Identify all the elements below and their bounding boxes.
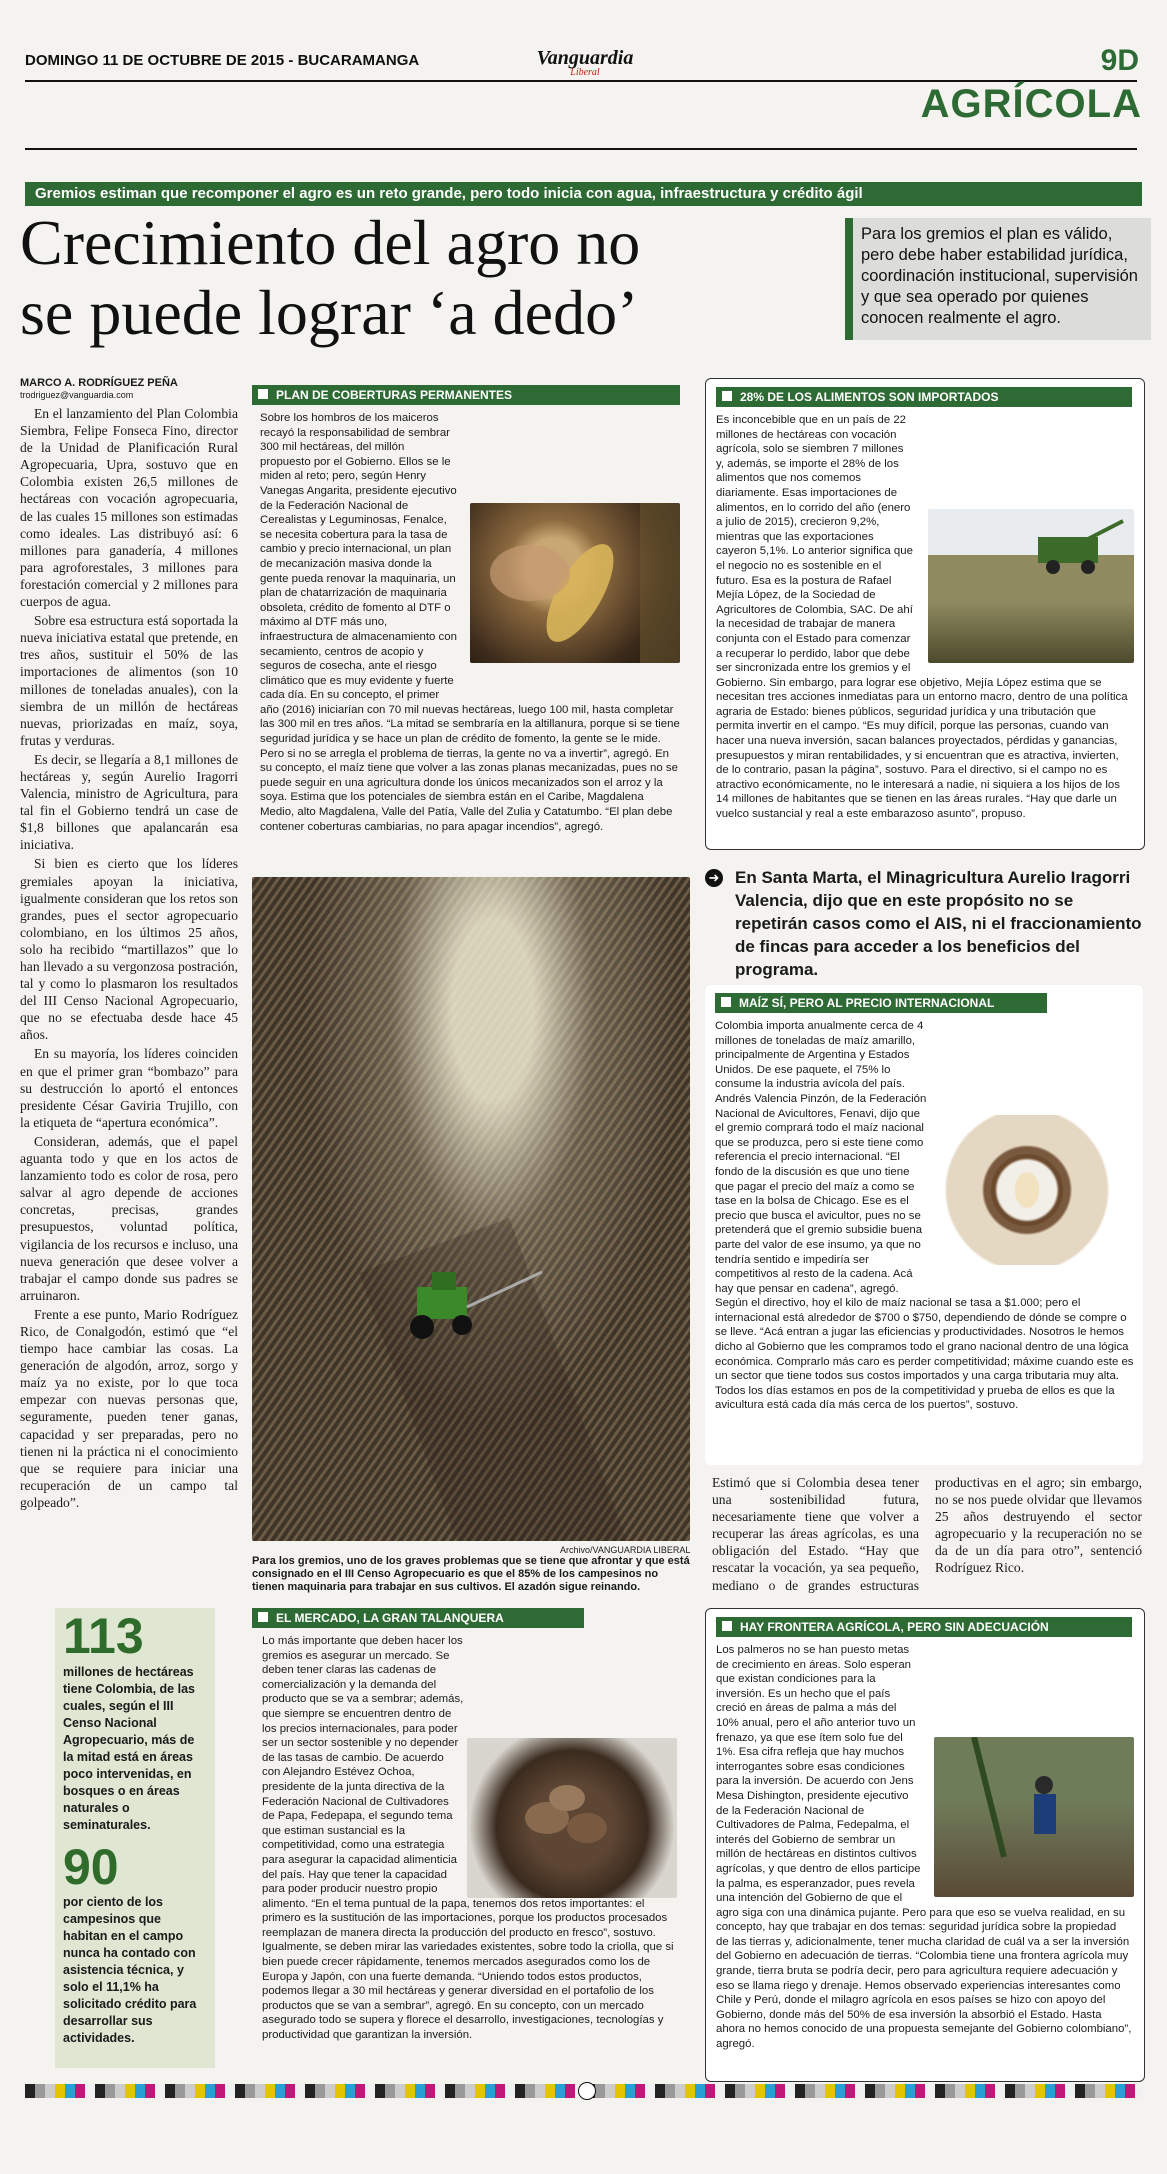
box-maiz xyxy=(705,985,1143,1465)
photo-palm-worker xyxy=(934,1737,1134,1897)
palm-icon xyxy=(934,1737,1134,1897)
photo-potatoes xyxy=(467,1738,677,1898)
section-rule xyxy=(25,148,1137,150)
santa-marta-quote xyxy=(705,866,1145,981)
masthead-date: DOMINGO 11 DE OCTUBRE DE 2015 - BUCARAMANGA xyxy=(25,52,420,69)
stat-1-value: 113 xyxy=(63,1608,144,1664)
continuation-text: Estimó que si Colombia desea tener una sostenibilidad futura, necesariamente tiene que volver a recuperar las áreas agrícolas, es una obligación del Estado. “Hay que rescatar la vocación, ya sea pequeño, mediano o de grandes estructuras productivas en el agro; sin embargo, no se nos puede olvidar que llevamos 25 años destruyendo el sector agropecuario y la recuperación no se da de un día para otro”, sentenció Rodríguez Rico. xyxy=(712,1475,1142,1593)
photo-harvester xyxy=(928,509,1134,663)
deck-box xyxy=(845,218,1151,340)
byline-email: trodriguez@vanguardia.com xyxy=(20,390,134,400)
box-frontera xyxy=(705,1608,1145,2082)
harvester-icon xyxy=(928,509,1134,663)
box-mercado-title: EL MERCADO, LA GRAN TALANQUERA xyxy=(252,1608,584,1628)
box-maiz-title: MAÍZ SÍ, PERO AL PRECIO INTERNACIONAL xyxy=(715,993,1047,1013)
deck-text: Para los gremios el plan es válido, pero debe haber estabilidad jurídica, coordinación institucional, supervisión y que sea operado por quienes conocen realmente el agro. xyxy=(861,225,1138,327)
box-coberturas-title: PLAN DE COBERTURAS PERMANENTES xyxy=(252,385,680,405)
box-importados-body: Es inconcebible que en un país de 22 millones de hectáreas con vocación agrícola, solo se siembren 7 millones y, además, se importe el 28% de los alimentos que nos comemos diariamente. Esas importaciones de alimentos, en lo corrido del año (enero a julio de 2015), crecieron 9,2%, mientras que las exportaciones cayeron 5,1%. Lo anterior significa que el negocio no es sostenible en el futuro. Esa es la postura de Rafael Mejía López, de la Sociedad de Agricultores de Colombia, SAC. De ahí la necesidad de trabajar de manera conjunta con el Estado para comenzar a recuperar lo perdido, labor que debe ser sincronizada entre los gremios y el Gobierno. Sin embargo, para lograr ese objetivo, Mejía López estima que se necesitan tres acciones inmediatas para un entorno macro, dentro de una política agraria de Estado: bienes públicos, seguridad jurídica y una tributación que permita invertir en el campo. “Es muy difícil, porque las personas, cuando van hacer una nueva inversión, sacan balances proyectados, pérdidas y ganancias, presupuestos y miran rentabilidades, y si encuentran que es atractiva, invierten, de lo contrario, pasan la página”, sostuvo. Para el directivo, si el campo no es atractivo económicamente, no le interesará a nadie, ni siquiera a los hijos de los 14 millones de habitantes que se tienen en las áreas rurales. “Hay que darle un vuelco sustancial y real a este embarazoso asunto”, propuso. xyxy=(716,414,1128,821)
article-kicker: Gremios estiman que recomponer el agro es un reto grande, pero todo inicia con agua, infraestructura y crédito ágil xyxy=(25,182,1142,206)
headline-line-1: Crecimiento del agro no xyxy=(20,207,641,278)
photo-credit: Archivo/VANGUARDIA LIBERAL xyxy=(560,1545,691,1555)
box-maiz-body: Colombia importa anualmente cerca de 4 millones de toneladas de maíz amarillo, principalmente de Argentina y Estados Unidos. De ese paquete, el 75% lo consume la industria avícola del país. Andrés Valencia Pinzón, de la Federación Nacional de Avicultores, Fenavi, dijo que el gremio comprará todo el maíz nacional que se produzca, pero si este tiene como referencia el precio internacional. “El fondo de la discusión es que uno tiene que pagar el precio del maíz a como se tase en la bolsa de Chicago. Ese es el precio que busca el avicultor, pues no se pretenderá que el gremio subsidie buena parte del valor de ese insumo, ya que no tendría sentido e impediría ser competitivos al resto de la cadena. Acá hay que pensar en cadena”, agregó. Según el directivo, hoy el kilo de maíz nacional se tasa a $1.000; pero el internacional está alrededor de $700 o $750, dependiendo de dónde se compre o se lleve. “Acá entran a jugar las eficiencias y productividades. Nosotros le hemos dicho al Gobierno que les compramos todo el grano nacional dentro de una lógica económica. Comprarlo más caro es perder competitividad; máxime cuando este es un sector que tiene todos sus costos importados y una carga tributaria muy alta. Todos los días estamos en pos de la competitividad y prueba de ellos es que la avicultura está cada día más cerca de los puertos”, sostuvo. xyxy=(715,1020,1134,1412)
body-paragraph: Si bien es cierto que los líderes gremiales apoyan la iniciativa, igualmente consideran que los retos son grandes, pues el sector agropecuario colombiano, en los últimos 25 años, solo ha recibido “martillazos” que lo han llevado a su vergonzosa postración, tal y como lo plasmaron los resultados del III Censo Nacional Agropecuario, que no se efectuaba desde hace 45 años. xyxy=(20,856,238,1043)
byline: MARCO A. RODRÍGUEZ PEÑA xyxy=(20,377,178,389)
arrow-icon: ➜ xyxy=(705,869,723,887)
headline-line-2: se puede lograr ‘a dedo’ xyxy=(20,277,639,348)
box-frontera-body: Los palmeros no se han puesto metas de crecimiento en áreas. Solo esperan que existan condiciones para la inversión. Es un hecho que el país creció en áreas de palma a más del 10% anual, pero el año anterior tuvo un frenazo, ya que ese ítem solo fue del 1%. Esa cifra refleja que hay muchos interrogantes sobre esas condiciones para la inversión. De acuerdo con Jens Mesa Dishington, presidente ejecutivo de la Federación Nacional de Cultivadores de Palma, Fedepalma, el interés del Gobierno de sembrar un millón de hectáreas en distintos cultivos agrícolas, y que dentro de ellos participe la palma, es esperanzador, pues revela una intención del Gobierno de que el agro siga con una dinámica pujante. Pero para que eso se vuelva realidad, en su concepto, hay que trabajar en dos temas: seguridad jurídica sobre la propiedad de las tierras y, adicionalmente, tener mucha claridad de cuál va a ser la inversión del Gobierno en adecuación de tierras. “Colombia tiene una frontera agrícola muy grande, tierra bruta se podría decir, pero para agricultura requiere adecuación y eso se llama riego y drenaje. Hemos observado experiencias interesantes como Chile y Perú, donde el milagro agrícola en esos países se hizo con apoyo del Gobierno, donde más del 50% de esa inversión la absorbió el Estado. Hasta ahora no hemos conocido de una propuesta semejante del Gobierno colombiano”, agregó. xyxy=(716,1644,1132,2051)
photo-caption: Para los gremios, uno de los graves problemas que se tiene que afrontar y que está consignado en el III Censo Agropecuario es que el 85% de los campesinos no tienen maquinaria para trabajar en sus cultivos. El azadón sigue reinando. xyxy=(252,1555,690,1593)
santa-marta-text: En Santa Marta, el Minagricultura Aurelio Iragorri Valencia, dijo que en este propósito no se repetirán casos como el AIS, ni el fraccionamiento de fincas para acceder a los beneficios del programa. xyxy=(735,868,1142,979)
body-paragraph: Es decir, se llegaría a 8,1 millones de hectáreas y, según Aurelio Iragorri Valencia, ministro de Agricultura, para tal fin el Gobierno tendrá un case de $1,8 billones que apalancarán esa iniciativa. xyxy=(20,751,238,853)
seed-icon xyxy=(937,1115,1137,1265)
photo-corn-seed xyxy=(937,1115,1137,1265)
section-title: AGRÍCOLA xyxy=(920,82,1142,126)
box-mercado xyxy=(252,1608,692,2078)
box-importados-title: 28% DE LOS ALIMENTOS SON IMPORTADOS xyxy=(716,387,1132,407)
main-column xyxy=(20,405,238,1605)
body-paragraph: En su mayoría, los líderes coinciden en que el primer gran “bombazo” para su destrucción lo aportó el entonces presidente César Gaviria Trujillo, con la etiqueta de “apertura económica”. xyxy=(20,1046,238,1130)
stat-2-value: 90 xyxy=(63,1839,119,1895)
brand-sub: Liberal xyxy=(570,67,600,78)
body-paragraph: Consideran, además, que el papel aguanta todo y que en los actos de lanzamiento todo es color de rosa, pero salvar al agro depende de acciones concretas, precisas, grandes presupuestos, voluntad política, vigilancia de los recursos e incluso, una nueva generación que desee volver a trabajar el campo donde sus padres se arruinaron. xyxy=(20,1133,238,1303)
box-coberturas xyxy=(252,385,692,859)
body-paragraph: Frente a ese punto, Mario Rodríguez Rico, de Conalgodón, estimó que “el tiempo hace cambiar las cosas. La generación de algodón, arroz, sorgo y maíz ya no existe, por lo que toca empezar con nuevas personas que, seguramente, pueden tener ganas, capacidad y ser preparadas, pero no tienen ni la práctica ni el conocimiento que se requiere para iniciar una recuperación de un campo tal golpeado”. xyxy=(20,1306,238,1510)
stat-2-text: por ciento de los campesinos que habitan en el campo nunca ha contado con asistencia técnica, y solo el 11,1% ha solicitado crédito para desarrollar sus actividades. xyxy=(63,1895,197,2045)
potato-icon xyxy=(467,1738,677,1898)
registration-mark-icon xyxy=(578,2082,596,2100)
stats-box xyxy=(55,1608,215,2068)
photo-corn-hands xyxy=(470,503,680,663)
box-importados xyxy=(705,378,1145,850)
brand-name: Vanguardia xyxy=(536,47,634,69)
box-mercado-body: Lo más importante que deben hacer los gremios es asegurar un mercado. Se deben tener claras las cadenas de comercialización y la demanda del producto que se va a sembrar; además, que siempre se encuentren dentro de los precios internacionales, para poder ser un sector sostenible y no depender de las tasas de cambio. De acuerdo con Alejandro Estévez Ochoa, presidente de la junta directiva de la Federación Nacional de Cultivadores de Papa, Fedepapa, el segundo tema que estiman sustancial es la competitividad, como una estrategia para asegurar la capacidad alimenticia del país. Hay que tener la capacidad para poder producir nuestro propio alimento. “En el tema puntual de la papa, tenemos dos retos importantes: el primero es la sustitución de las importaciones, porque los productos procesados reemplazan de manera directa la producción del producto en fresco”, sostuvo. Igualmente, se deben mirar las variedades existentes, sobre todo la criolla, que si bien puede crecer rápidamente, tenemos mercados asegurados como los de Europa y Japón, con una fuerte demanda. “Uniendo todos estos productos, podemos llegar a 30 mil hectáreas y generar diversidad en el portafolio de los productos que se van a sembrar”, agregó. En su concepto, con un mercado asegurado todo se supera y florece el desarrollo, investigaciones, tecnologías y productividad que garantizan la inversión. xyxy=(262,1635,674,2042)
page-number: 9D xyxy=(1100,44,1139,77)
corn-icon xyxy=(470,503,680,663)
tractor-icon xyxy=(252,877,690,1541)
body-paragraph: Sobre esa estructura está soportada la nueva iniciativa estatal que pretende, en tres años, sustituir el 50% de las importaciones de alimentos (son 10 millones de toneladas anuales), con la siembra de un millón de hectáreas nuevas, priorizadas en maíz, soya, frutas y verduras. xyxy=(20,613,238,748)
headline xyxy=(20,208,840,348)
masthead-logo xyxy=(530,48,640,78)
box-coberturas-body: Sobre los hombros de los maiceros recayó la responsabilidad de sembrar 300 mil hectáreas, del millón propuesto por el Gobierno. Ellos se le miden al reto; pero, según Henry Vanegas Angarita, presidente ejecutivo de la Federación Nacional de Cerealistas y Leguminosas, Fenalce, se necesita cobertura para la tasa de cambio y precio internacional, un plan de mecanización masiva donde la gente pueda renovar la maquinaria, un plan de chatarrización de maquinaria obsoleta, crédito de fomento al DTF o máximo al DTF más uno, infraestructura de almacenamiento con secamiento, centros de acopio y seguros de cosecha, ante el riesgo climático que es muy evidente y fuerte cada día. En su concepto, el primer año (2016) iniciarían con 70 mil nuevas hectáreas, luego 100 mil, hasta completar las 300 mil en tres años. “La mitad se sembraría en la altillanura, porque si se tiene seguridad jurídica y se hace un plan de crédito de fomento, la gente se le mide. Pero si no se arregla el problema de tierras, la gente no va a invertir”, agregó. En su concepto, el maíz tiene que volver a las zonas planas mecanizadas, pues no se puede seguir en una agricultura donde los únicos mecanizados son el arroz y la soya. Estima que los potenciales de siembra están en el Caribe, Magdalena Medio, alto Magdalena, Valle del Patía, Valle del Zulia y Catatumbo. “El plan debe contener coberturas cambiarias, no para apagar incendios”, agregó. xyxy=(260,412,680,833)
photo-tractor-field xyxy=(252,877,690,1541)
body-paragraph: En el lanzamiento del Plan Colombia Siembra, Felipe Fonseca Fino, director de la Unidad de Planificación Rural Agropecuaria, Upra, sostuvo que en Colombia existen 26,5 millones de hectáreas con vocación agropecuaria, de las cuales 15 millones son estimadas como ideales. Las distribuyó así: 6 millones para ganadería, 4 millones para agroforestales, 3 millones para forestación comercial y 2 millones para cuerpos de agua. xyxy=(20,406,238,610)
stat-1-text: millones de hectáreas tiene Colombia, de las cuales, según el III Censo Nacional Agropecuario, más de la mitad está en áreas poco intervenidas, en bosques o en áreas naturales o seminaturales. xyxy=(63,1665,195,1832)
box-frontera-title: HAY FRONTERA AGRÍCOLA, PERO SIN ADECUACIÓN xyxy=(716,1617,1132,1637)
